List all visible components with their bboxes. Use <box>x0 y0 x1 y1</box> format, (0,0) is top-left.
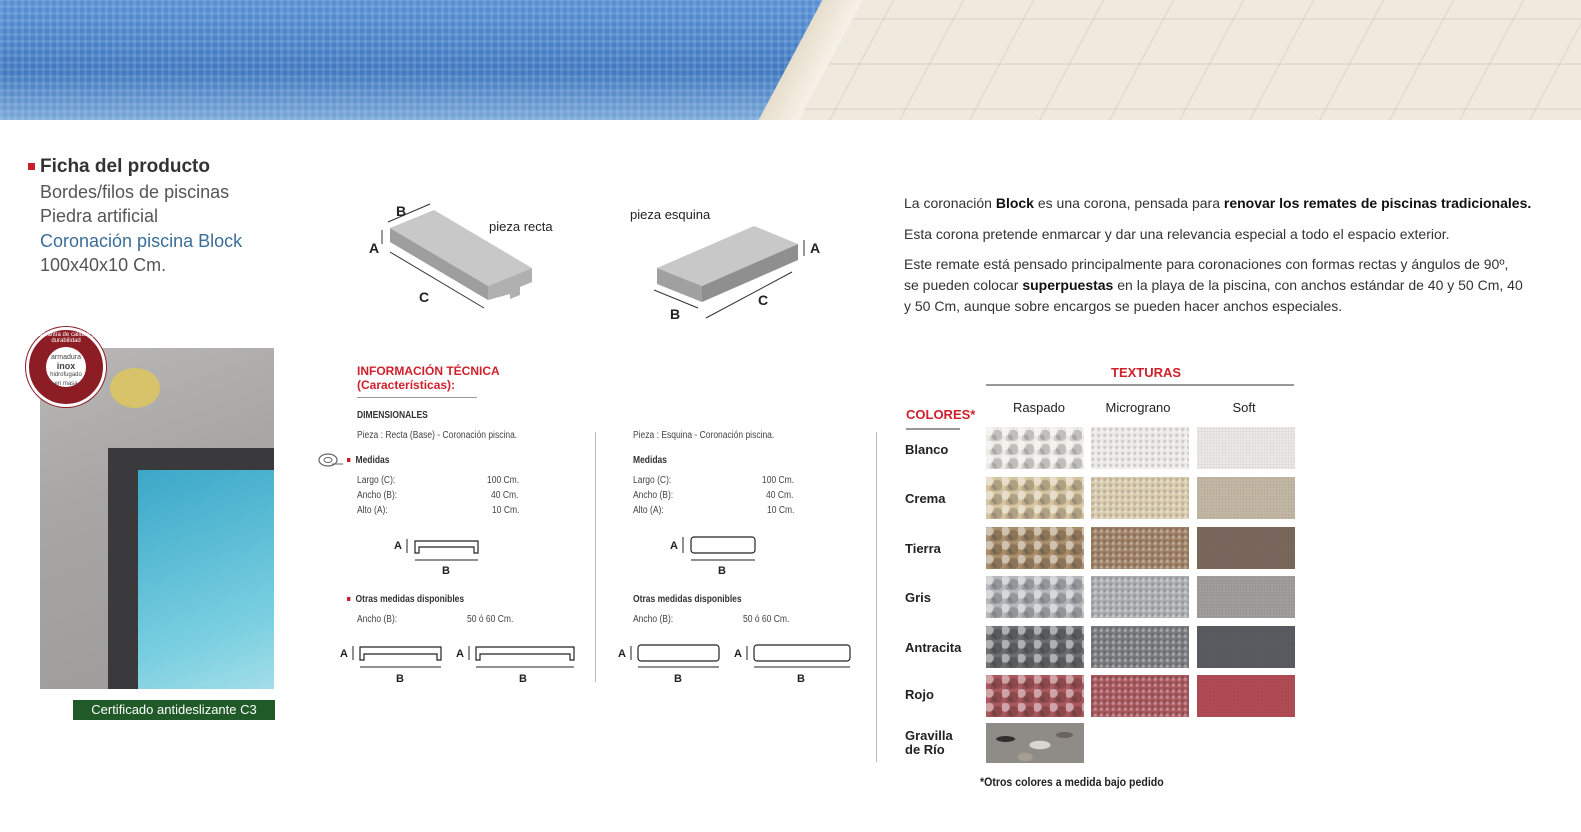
tech-title-line2: (Características): <box>357 378 456 392</box>
color-row-tierra: Tierra <box>905 541 941 556</box>
colors-underline <box>906 428 960 430</box>
alt-profile-b: B <box>797 673 805 685</box>
texture-swatch <box>986 576 1084 618</box>
alt-profile-a: A <box>340 648 348 660</box>
texture-swatch <box>1197 527 1295 569</box>
left-otras-label: Ancho (B): <box>357 614 398 625</box>
desc-text: La coronación <box>904 195 996 211</box>
straight-dim-b: B <box>396 203 407 219</box>
product-title: Ficha del producto <box>40 156 210 177</box>
title-bullet <box>28 163 35 170</box>
straight-dim-c: C <box>419 289 430 305</box>
colors-title: COLORES* <box>906 407 976 422</box>
desc-bold: Block <box>995 195 1034 211</box>
texture-swatch <box>986 427 1084 469</box>
seal-ring-text: Garantía de calidad y durabilidad <box>37 332 95 344</box>
desc-bold: renovar los remates de piscinas tradicionales. <box>1223 195 1532 211</box>
left-profile-a: A <box>394 540 402 552</box>
right-profile-b: B <box>718 565 726 577</box>
left-profile-b: B <box>442 565 450 577</box>
left-piece-type: Pieza : Recta (Base) - Coronación piscina. <box>357 430 518 441</box>
texture-column-micrograno: Micrograno <box>1105 400 1171 415</box>
alt-profile-a: A <box>734 648 742 660</box>
left-medidas-heading: Medidas <box>347 455 390 466</box>
corner-dim-c: C <box>758 292 769 308</box>
photo-pool <box>135 468 274 689</box>
texture-swatch <box>1091 675 1189 717</box>
straight-piece-label: pieza recta <box>489 219 553 234</box>
alt-profile-b: B <box>519 673 527 685</box>
texture-swatch <box>986 723 1084 763</box>
seal-text-inox: inox <box>56 361 76 371</box>
right-row-label: Largo (C): <box>633 475 672 486</box>
texture-column-soft: Soft <box>1232 400 1256 415</box>
seal-inner <box>46 347 86 387</box>
description-paragraph-3 <box>904 254 1524 317</box>
section-divider <box>876 432 877 762</box>
right-row-label: Alto (A): <box>633 505 664 516</box>
textures-title: TEXTURAS <box>1111 365 1182 380</box>
texture-swatch <box>1091 626 1189 668</box>
alt-profile-b: B <box>396 673 404 685</box>
corner-piece-label: pieza esquina <box>630 207 711 222</box>
alt-profile-a: A <box>456 648 464 660</box>
color-row-gravilla: Gravilla de Río <box>905 728 953 757</box>
color-row-crema: Crema <box>905 491 946 506</box>
right-profile-alt-1 <box>616 642 726 687</box>
texture-swatch <box>986 626 1084 668</box>
tech-title-line1: INFORMACIÓN TÉCNICA <box>357 364 500 378</box>
left-row-value: 100 Cm. <box>487 475 520 486</box>
texture-swatch <box>986 527 1084 569</box>
product-name: Coronación piscina Block <box>40 231 243 251</box>
color-row-rojo: Rojo <box>905 687 934 702</box>
texture-swatch <box>1091 576 1189 618</box>
texture-swatch <box>986 675 1084 717</box>
texture-column-raspado: Raspado <box>1012 400 1066 415</box>
right-piece-type: Pieza : Esquina - Coronación piscina. <box>633 430 775 441</box>
texture-swatch <box>1197 576 1295 618</box>
right-profile-alt-2 <box>732 642 857 687</box>
textures-underline <box>986 384 1294 386</box>
seal-text-hidrofugado: hidrofugado <box>50 372 82 378</box>
texture-swatch <box>1091 477 1189 519</box>
left-otras-heading: Otras medidas disponibles <box>347 594 464 605</box>
left-row-label: Alto (A): <box>357 505 388 516</box>
color-row-gris: Gris <box>905 590 932 605</box>
corner-dim-a: A <box>810 240 821 256</box>
straight-dim-a: A <box>369 240 380 256</box>
straight-piece-dim-labels <box>360 198 560 323</box>
texture-swatch <box>1197 477 1295 519</box>
tech-title-underline <box>357 397 477 398</box>
right-otras-heading: Otras medidas disponibles <box>633 594 742 605</box>
right-otras-label: Ancho (B): <box>633 614 674 625</box>
photo-chair <box>110 368 160 408</box>
right-medidas-heading: Medidas <box>633 455 668 466</box>
left-profile-alt-1 <box>338 642 448 687</box>
quality-seal <box>26 327 106 407</box>
desc-text: en la playa de la piscina, con anchos estándar de 40 y 50 Cm, 40 y 50 Cm, aunque sobre encargos se pueden hacer anchos especiales. <box>904 277 1523 314</box>
right-row-value: 100 Cm. <box>762 475 795 486</box>
texture-swatch <box>1197 626 1295 668</box>
texture-swatch <box>1197 675 1295 717</box>
product-size: 100x40x10 Cm. <box>40 255 167 275</box>
left-row-label: Ancho (B): <box>357 490 398 501</box>
seal-text-masa: en masa <box>54 381 78 387</box>
texture-swatch <box>986 477 1084 519</box>
product-material: Piedra artificial <box>40 206 159 226</box>
color-row-antracita: Antracita <box>905 640 962 655</box>
right-profile-diagram <box>666 533 766 578</box>
tape-measure-icon <box>318 452 344 468</box>
column-divider <box>595 432 596 682</box>
desc-bold: superpuestas <box>1022 277 1114 293</box>
color-row-blanco: Blanco <box>905 442 949 457</box>
corner-piece-dim-labels <box>640 216 840 326</box>
alt-profile-b: B <box>674 673 682 685</box>
anti-slip-certificate-badge: Certificado antideslizante C3 <box>73 700 275 720</box>
right-row-label: Ancho (B): <box>633 490 674 501</box>
seal-text-armadura: armadura <box>51 354 81 361</box>
colors-footnote: *Otros colores a medida bajo pedido <box>980 775 1164 789</box>
desc-text: es una corona, pensada para <box>1033 195 1224 211</box>
left-profile-diagram <box>390 533 490 578</box>
left-row-value: 10 Cm. <box>492 505 520 516</box>
photo-coping-side <box>108 448 138 689</box>
tech-info-title <box>357 364 500 392</box>
texture-swatch <box>1197 427 1295 469</box>
texture-swatch <box>1091 527 1189 569</box>
texture-swatch <box>1091 427 1189 469</box>
right-otras-value: 50 ó 60 Cm. <box>743 614 790 625</box>
dimensionales-heading: DIMENSIONALES <box>357 410 428 421</box>
pool-water-image <box>0 0 900 120</box>
description-paragraph-1 <box>904 193 1544 214</box>
corner-dim-b: B <box>670 306 681 322</box>
product-category: Bordes/filos de piscinas <box>40 182 230 202</box>
left-otras-value: 50 ó 60 Cm. <box>467 614 514 625</box>
hero-banner <box>0 0 1581 120</box>
desc-text: Este remate está pensado principalmente para coronaciones con formas rectas y ángulos de 90º, se pueden colocar <box>904 256 1509 293</box>
alt-profile-a: A <box>618 648 626 660</box>
right-profile-a: A <box>670 540 678 552</box>
left-profile-alt-2 <box>454 642 579 687</box>
right-row-value: 10 Cm. <box>767 505 795 516</box>
description-paragraph-2: Esta corona pretende enmarcar y dar una relevancia especial a todo el espacio exterior. <box>904 226 1450 242</box>
left-row-value: 40 Cm. <box>491 490 519 501</box>
left-row-label: Largo (C): <box>357 475 396 486</box>
right-row-value: 40 Cm. <box>766 490 794 501</box>
